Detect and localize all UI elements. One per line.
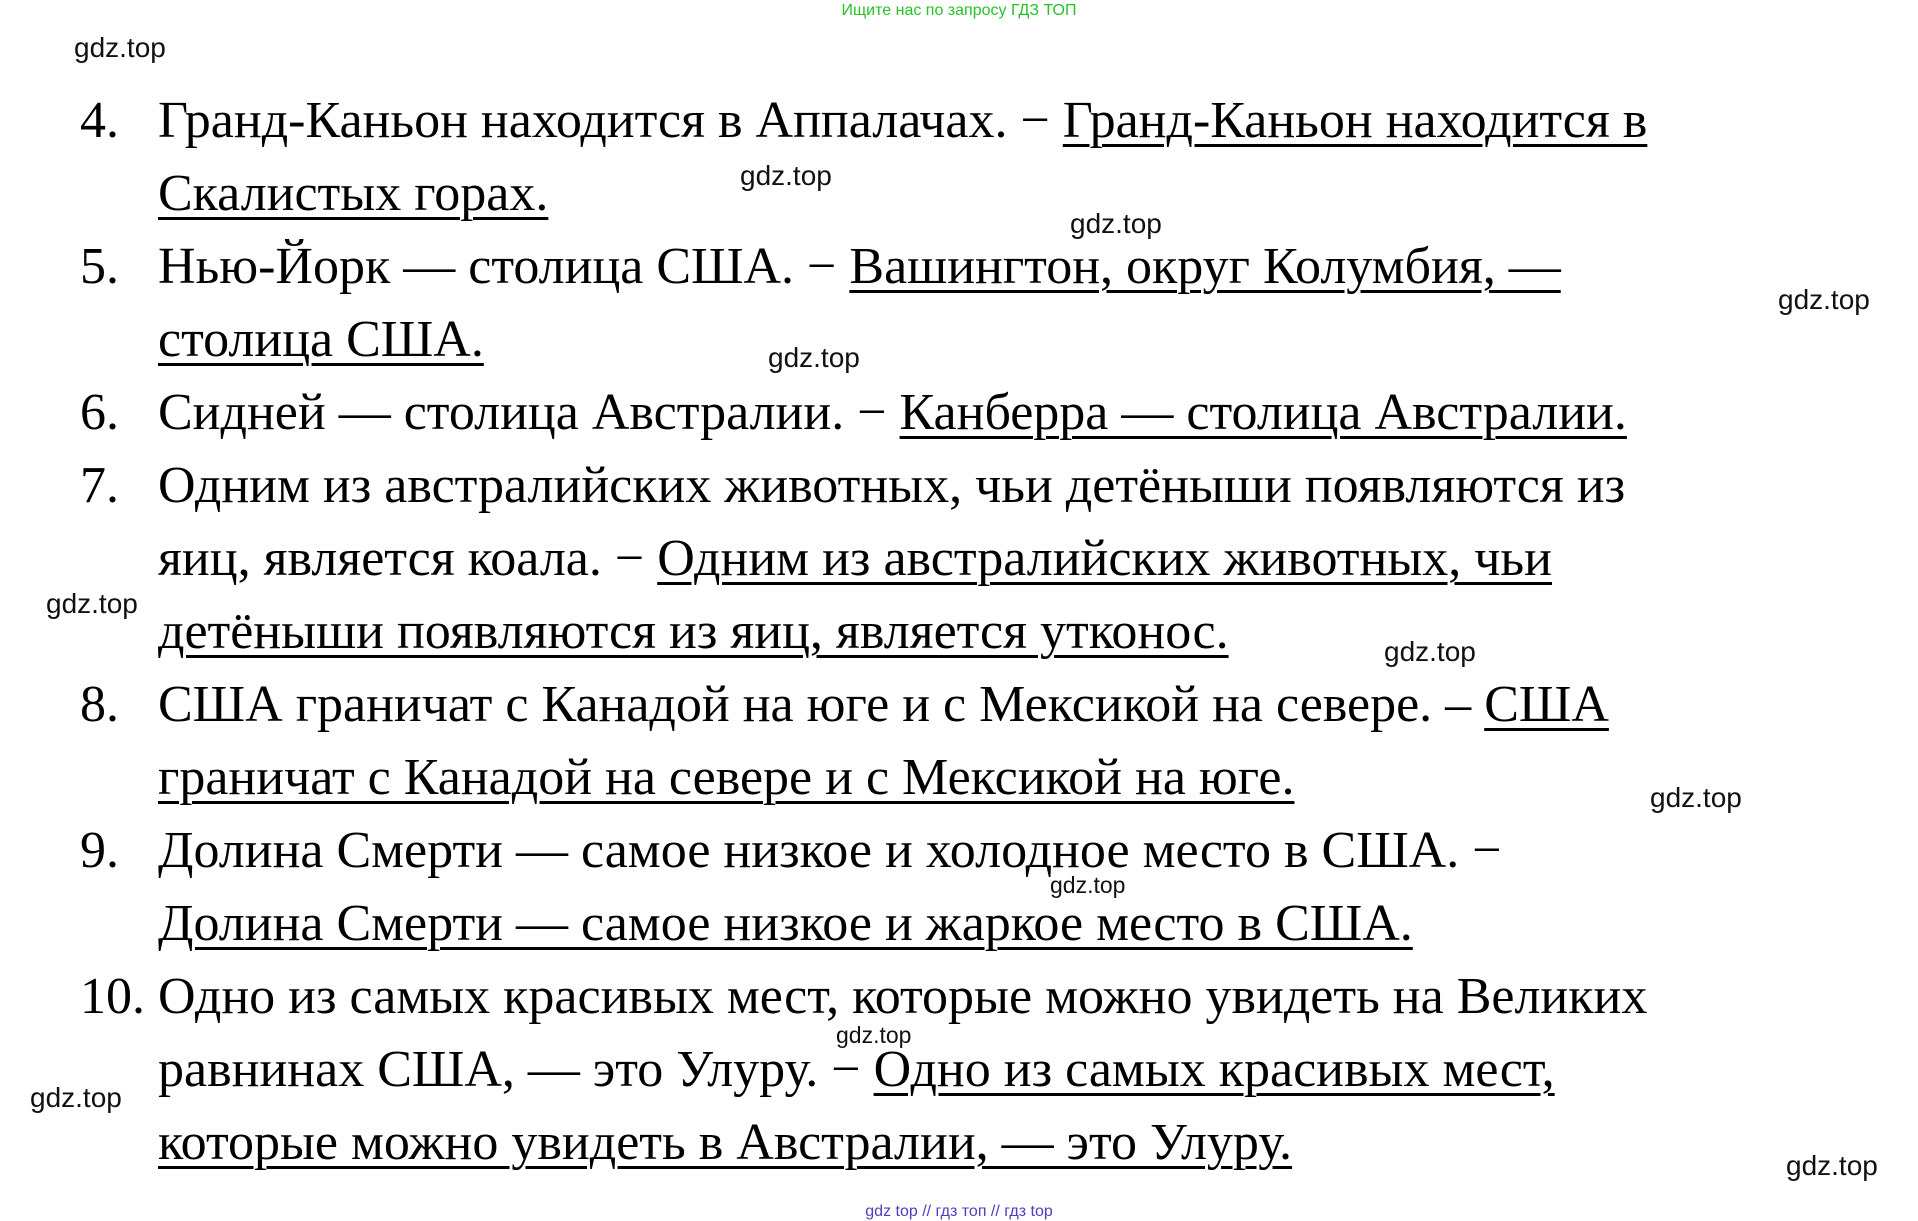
- footer-watermark: gdz top // гдз топ // гдз top: [865, 1203, 1053, 1220]
- corrected-answer: детёныши появляются из яиц, является утконос.: [158, 603, 1229, 660]
- corrected-answer: Вашингтон, округ Колумбия, —: [849, 238, 1561, 295]
- text-line: [158, 157, 1880, 230]
- corrected-answer: Одно из самых красивых мест,: [873, 1041, 1555, 1098]
- statement-text: США граничат с Канадой на юге и с Мексикой на севере. –: [158, 676, 1485, 733]
- text-line: [158, 84, 1880, 157]
- corrected-answer: Одним из австралийских животных, чьи: [657, 530, 1552, 587]
- list-item: [80, 814, 1880, 960]
- corrected-answer: Канберра — столица Австралии.: [899, 384, 1627, 441]
- corrected-answer: которые можно увидеть в Австралии, — это Улуру.: [158, 1114, 1293, 1171]
- text-line: [158, 303, 1880, 376]
- text-line: [158, 668, 1880, 741]
- watermark: gdz.top: [74, 32, 166, 63]
- watermark: gdz.top: [768, 342, 860, 373]
- statement-text: Одно из самых красивых мест, которые можно увидеть на Великих: [158, 968, 1648, 1025]
- statement-text: равнинах США, — это Улуру. −: [158, 1041, 874, 1098]
- text-line: [158, 887, 1880, 960]
- text-line: [158, 741, 1880, 814]
- list-item: [80, 376, 1880, 449]
- watermark: gdz.top: [1786, 1150, 1878, 1181]
- watermark: gdz.top: [836, 1022, 912, 1048]
- list-item: [80, 960, 1880, 1179]
- watermark: gdz.top: [1778, 284, 1870, 315]
- watermark: gdz.top: [740, 160, 832, 191]
- item-number: 8.: [80, 676, 119, 733]
- text-line: [158, 376, 1880, 449]
- corrected-answer: США: [1484, 676, 1609, 733]
- statement-text: яиц, является коала. −: [158, 530, 658, 587]
- item-number: 6.: [80, 384, 119, 441]
- list-item: [80, 230, 1880, 376]
- item-number: 5.: [80, 238, 119, 295]
- text-line: [158, 1106, 1880, 1179]
- text-line: [158, 1033, 1880, 1106]
- corrected-answer: столица США.: [158, 311, 484, 368]
- watermark: gdz.top: [1384, 636, 1476, 667]
- item-number: 4.: [80, 92, 119, 149]
- statement-text: Одним из австралийских животных, чьи детёныши появляются из: [158, 457, 1626, 514]
- watermark: gdz.top: [30, 1082, 122, 1113]
- item-number: 10.: [80, 968, 145, 1025]
- search-banner: Ищите нас по запросу ГДЗ ТОП: [841, 2, 1077, 19]
- text-line: [158, 230, 1880, 303]
- statement-text: Сидней — столица Австралии. −: [158, 384, 900, 441]
- answers-list: [80, 84, 1880, 1179]
- text-line: [158, 814, 1880, 887]
- corrected-answer: граничат с Канадой на севере и с Мексикой на юге.: [158, 749, 1295, 806]
- watermark: gdz.top: [1070, 208, 1162, 239]
- statement-text: Нью-Йорк — столица США. −: [158, 238, 850, 295]
- statement-text: Гранд-Каньон находится в Аппалачах. −: [158, 92, 1063, 149]
- text-line: [158, 522, 1880, 595]
- list-item: [80, 449, 1880, 668]
- statement-text: Долина Смерти — самое низкое и холодное место в США. −: [158, 822, 1502, 879]
- corrected-answer: Долина Смерти — самое низкое и жаркое место в США.: [158, 895, 1413, 952]
- list-item: [80, 668, 1880, 814]
- list-item: [80, 84, 1880, 230]
- text-line: [158, 960, 1880, 1033]
- text-line: [158, 595, 1880, 668]
- watermark: gdz.top: [1650, 782, 1742, 813]
- watermark: gdz.top: [46, 588, 138, 619]
- corrected-answer: Гранд-Каньон находится в: [1062, 92, 1648, 149]
- watermark: gdz.top: [1050, 872, 1126, 898]
- item-number: 9.: [80, 822, 119, 879]
- text-line: [158, 449, 1880, 522]
- item-number: 7.: [80, 457, 119, 514]
- corrected-answer: Скалистых горах.: [158, 165, 549, 222]
